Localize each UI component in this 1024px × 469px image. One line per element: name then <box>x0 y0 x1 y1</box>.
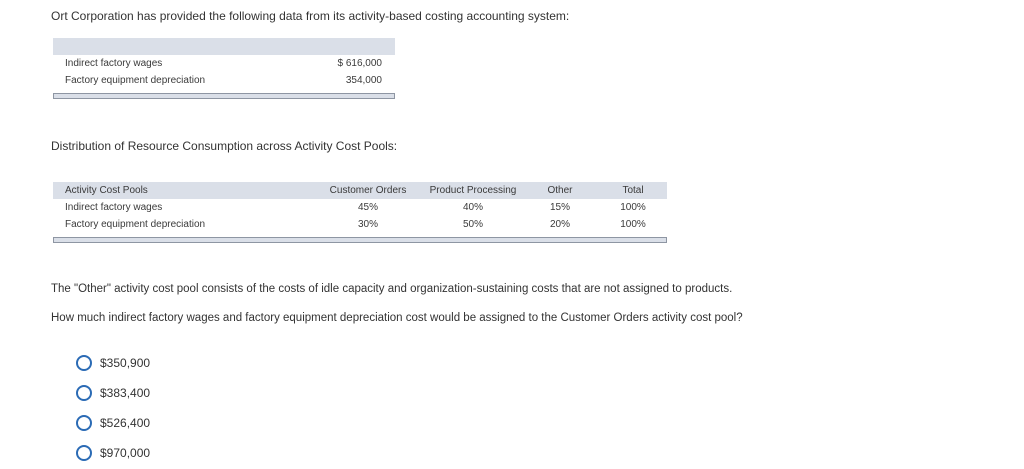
cell-total: 100% <box>620 202 646 213</box>
distribution-table <box>53 182 667 243</box>
table-row <box>53 199 667 216</box>
option-label[interactable]: $350,900 <box>100 356 151 370</box>
cell-product-processing: 50% <box>462 219 483 230</box>
note-text: The "Other" activity cost pool consists of the costs of idle capacity and organization-sustaining costs that are not assigned to products. <box>51 283 733 295</box>
table-footer-bar <box>53 237 667 243</box>
cost-table <box>53 38 395 99</box>
cell-other: 15% <box>549 202 570 213</box>
radio-button[interactable] <box>76 415 92 431</box>
radio-button[interactable] <box>76 385 92 401</box>
table-header-row <box>53 182 667 199</box>
header-other: Other <box>547 185 573 196</box>
header-total: Total <box>622 185 644 196</box>
row-label: Indirect factory wages <box>65 58 163 69</box>
radio-button[interactable] <box>76 355 92 371</box>
cell-product-processing: 40% <box>462 202 483 213</box>
cell-customer-orders: 45% <box>357 202 378 213</box>
cell-total: 100% <box>620 219 646 230</box>
row-label: Factory equipment depreciation <box>65 219 206 230</box>
distribution-title: Distribution of Resource Consumption across Activity Cost Pools: <box>51 139 398 153</box>
radio-button[interactable] <box>76 445 92 461</box>
row-label: Factory equipment depreciation <box>65 75 206 86</box>
option-label[interactable]: $383,400 <box>100 386 151 400</box>
answer-option-4[interactable] <box>76 438 150 468</box>
row-value: $ 616,000 <box>337 58 382 69</box>
option-label[interactable]: $970,000 <box>100 446 151 460</box>
question-text: How much indirect factory wages and factory equipment depreciation cost would be assigned to the Customer Orders activity cost pool? <box>51 312 743 324</box>
table-row <box>53 55 395 72</box>
cost-table-header <box>53 38 395 55</box>
intro-text: Ort Corporation has provided the following data from its activity-based costing accounting system: <box>51 9 570 23</box>
table-footer-bar <box>53 93 395 99</box>
table-row <box>53 216 667 233</box>
answer-option-1[interactable] <box>76 348 150 378</box>
header-customer-orders: Customer Orders <box>329 185 407 196</box>
option-label[interactable]: $526,400 <box>100 416 151 430</box>
row-value: 354,000 <box>345 75 382 86</box>
row-label: Indirect factory wages <box>65 202 163 213</box>
answer-option-2[interactable] <box>76 378 150 408</box>
header-product-processing: Product Processing <box>429 185 517 196</box>
cell-other: 20% <box>549 219 570 230</box>
cell-customer-orders: 30% <box>357 219 378 230</box>
answer-options <box>76 348 150 468</box>
table-row <box>53 72 395 89</box>
answer-option-3[interactable] <box>76 408 150 438</box>
header-activity-cost-pools: Activity Cost Pools <box>65 185 148 196</box>
